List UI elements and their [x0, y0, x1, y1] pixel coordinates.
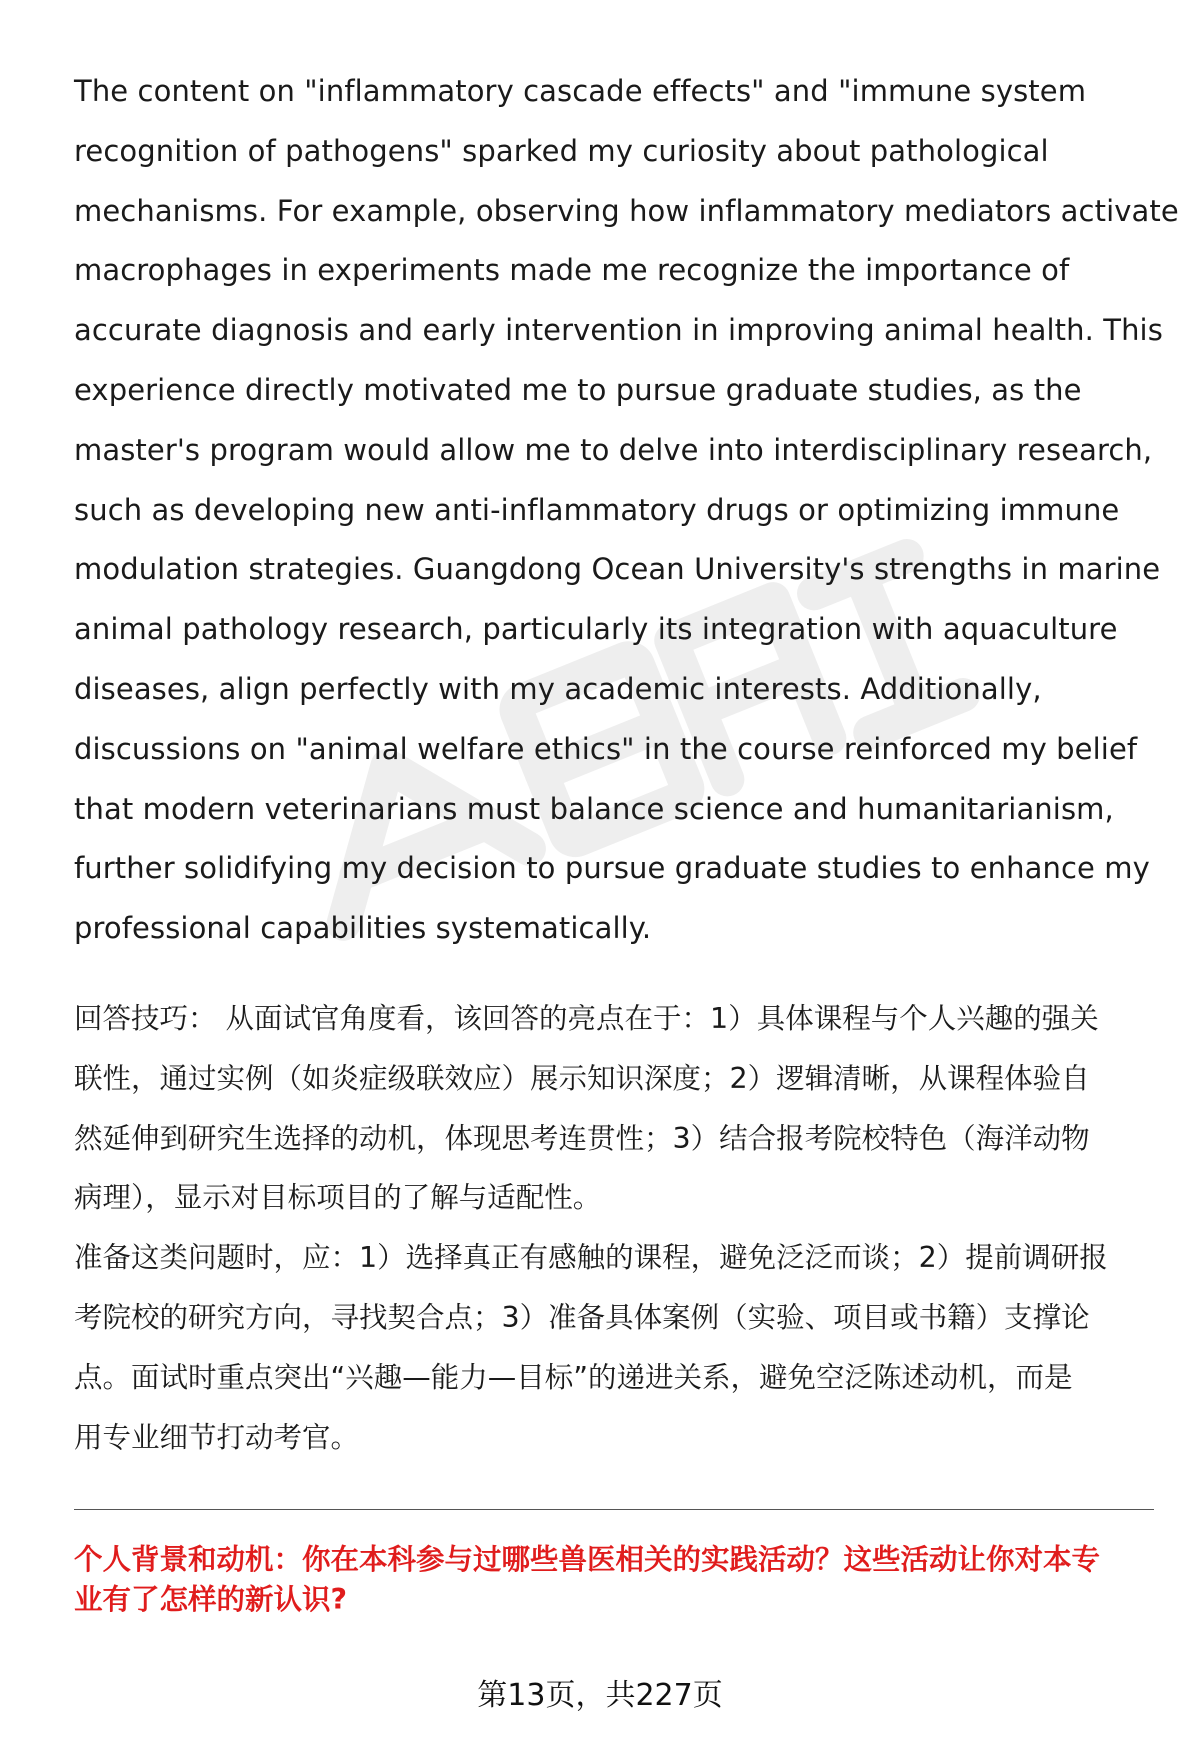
answer-line: such as developing new anti-inflammatory drugs or optimizing immune — [74, 492, 1120, 527]
answer-line: The content on "inflammatory cascade effects" and "immune system — [74, 74, 1087, 108]
section-divider — [74, 1509, 1154, 1510]
answer-line: recognition of pathogens" sparked my curiosity about pathological — [74, 133, 1049, 168]
answer-tips — [74, 989, 1154, 1467]
question-line: 个人背景和动机：你在本科参与过哪些兽医相关的实践活动？这些活动让你对本专 — [74, 1543, 1101, 1576]
tips-line: 回答技巧： 从面试官角度看，该回答的亮点在于：1）具体课程与个人兴趣的强关 — [74, 1001, 1099, 1035]
tips-line: 病理），显示对目标项目的了解与适配性。 — [74, 1181, 602, 1215]
tips-line: 然延伸到研究生选择的动机，体现思考连贯性；3）结合报考院校特色（海洋动物 — [74, 1121, 1090, 1155]
answer-line: macrophages in experiments made me recognize the importance of — [74, 253, 1070, 288]
tips-line: 考院校的研究方向，寻找契合点；3）准备具体案例（实验、项目或书籍）支撑论 — [74, 1300, 1090, 1334]
answer-line: diseases, align perfectly with my academic interests. Additionally, — [74, 671, 1042, 706]
answer-line: experience directly motivated me to pursue graduate studies, as the — [74, 372, 1082, 407]
question-line: 业有了怎样的新认识? — [74, 1583, 348, 1616]
page-content — [74, 62, 1179, 1467]
answer-line: master's program would allow me to delve into interdisciplinary research, — [74, 432, 1153, 467]
answer-line: accurate diagnosis and early intervention in improving animal health. This — [74, 313, 1163, 348]
answer-line: discussions on "animal welfare ethics" in the course reinforced my belief — [74, 731, 1138, 766]
page-number: 第13页，共227页 — [477, 1678, 723, 1713]
tips-line: 联性，通过实例（如炎症级联效应）展示知识深度；2）逻辑清晰，从课程体验自 — [74, 1061, 1090, 1095]
answer-line: that modern veterinarians must balance science and humanitarianism, — [74, 791, 1114, 826]
tips-line: 准备这类问题时，应：1）选择真正有感触的课程，避免泛泛而谈；2）提前调研报 — [74, 1241, 1108, 1275]
answer-line: further solidifying my decision to pursue graduate studies to enhance my — [74, 851, 1150, 886]
answer-line: mechanisms. For example, observing how inflammatory mediators activate — [74, 193, 1179, 228]
answer-line: modulation strategies. Guangdong Ocean University's strengths in marine — [74, 552, 1161, 587]
answer-line: professional capabilities systematically. — [74, 911, 652, 946]
answer-paragraph — [74, 62, 1179, 959]
next-question-heading — [74, 1540, 1164, 1620]
tips-line: 用专业细节打动考官。 — [74, 1420, 360, 1454]
answer-line: animal pathology research, particularly its integration with aquaculture — [74, 612, 1118, 647]
tips-line: 点。面试时重点突出“兴趣—能力—目标”的递进关系，避免空泛陈述动机，而是 — [74, 1360, 1073, 1394]
